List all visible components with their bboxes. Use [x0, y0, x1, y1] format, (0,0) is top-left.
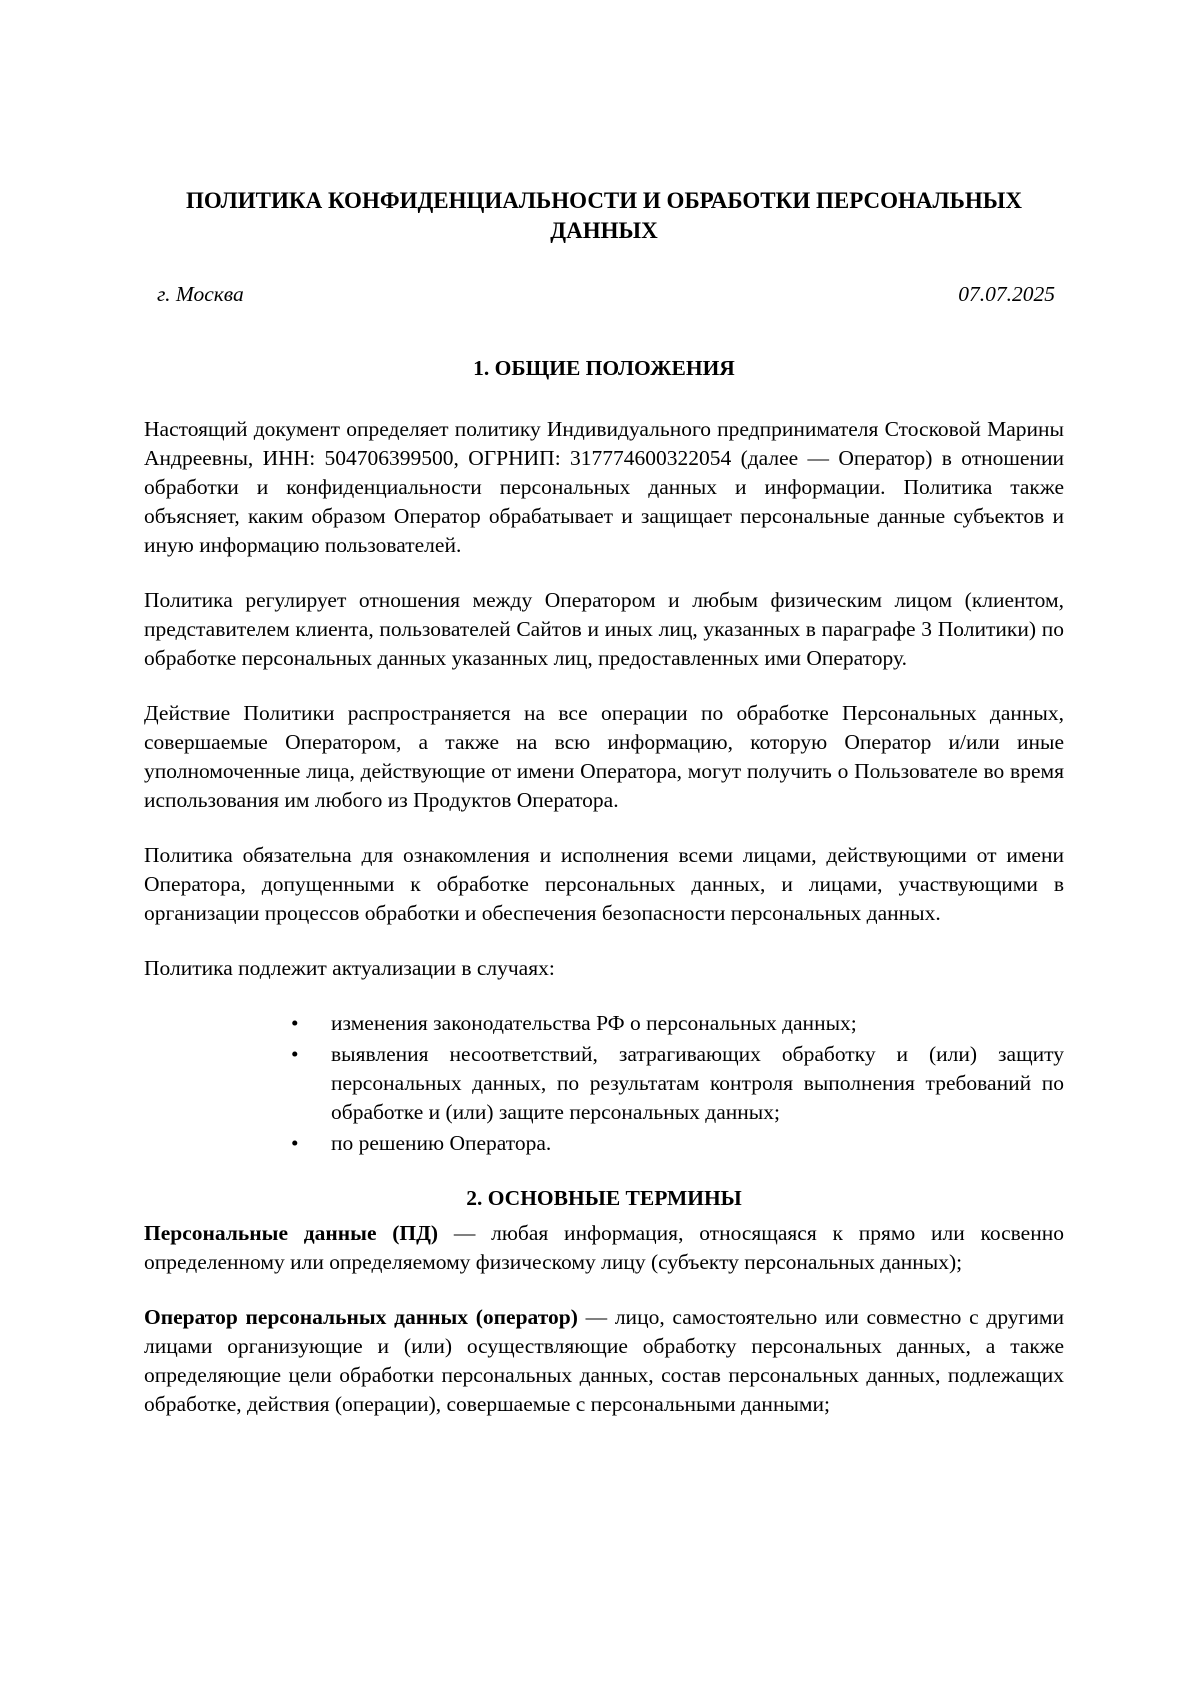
section-terms [144, 1184, 1064, 1419]
term-text: — лицо, самостоятельно или совместно с другими лицами организующие и (или) осуществляющие обработку персональных данных, а также определяющие цели обработки персональных данных, состав персональных данных, подлежащих обработке, действия (операции), совершаемые с персональными данными; [144, 1305, 1064, 1416]
list-item-law-change: • изменения законодательства РФ о персональных данных; [331, 1009, 1064, 1038]
document-date: 07.07.2025 [958, 282, 1055, 306]
document-title: ПОЛИТИКА КОНФИДЕНЦИАЛЬНОСТИ И ОБРАБОТКИ ПЕРСОНАЛЬНЫХ ДАННЫХ [186, 188, 1022, 243]
place-date-row [144, 280, 1064, 309]
term-text: — любая информация, относящаяся к прямо или косвенно определенному или определяемому физическому лицу (субъекту персональных данных); [144, 1221, 1064, 1274]
paragraph-update-cases-intro: Политика подлежит актуализации в случаях: [144, 956, 555, 980]
list-item-nonconformity: • выявления несоответствий, затрагивающих обработку и (или) защиту персональных данных, по результатам контроля выполнения требований по обработке и (или) защите персональных данных; [331, 1040, 1064, 1127]
section-general [144, 354, 1064, 1158]
term-name: Оператор персональных данных (оператор) [144, 1305, 578, 1329]
section-general-heading: 1. ОБЩИЕ ПОЛОЖЕНИЯ [473, 356, 735, 380]
paragraph-policy-operations: Действие Политики распространяется на все операции по обработке Персональных данных, совершаемые Оператором, а также на всю информацию, которую Оператор и/или иные уполномоченные лица, действующие от имени Оператора, могут получить о Пользователе во время использования им любого из Продуктов Оператора. [144, 701, 1064, 812]
update-cases-list [144, 1009, 1064, 1158]
list-item-operator-decision: • по решению Оператора. [331, 1129, 1064, 1158]
term-name: Персональные данные (ПД) [144, 1221, 439, 1245]
paragraph-policy-mandatory: Политика обязательна для ознакомления и исполнения всеми лицами, действующими от имени Оператора, допущенными к обработке персональных данных, и лицами, участвующими в организации процессов обработки и обеспечения безопасности персональных данных. [144, 843, 1064, 925]
paragraph-policy-scope-persons: Политика регулирует отношения между Оператором и любым физическим лицом (клиентом, представителем клиента, пользователей Сайтов и иных лиц, указанных в параграфе 3 Политики) по обработке персональных данных указанных лиц, предоставленных ими Оператору. [144, 588, 1064, 670]
place-city: г. Москва [157, 282, 244, 306]
term-definition-operator [144, 1303, 1064, 1419]
section-terms-heading: 2. ОСНОВНЫЕ ТЕРМИНЫ [466, 1186, 742, 1210]
term-definition-personal-data [144, 1219, 1064, 1277]
paragraph-operator-definition: Настоящий документ определяет политику Индивидуального предпринимателя Стосковой Марины Андреевны, ИНН: 504706399500, ОГРНИП: 317774600322054 (далее — Оператор) в отношении обработки и конфиденциальности персональных данных и информации. Политика также объясняет, каким образом Оператор обрабатывает и защищает персональные данные субъектов и иную информацию пользователей. [144, 417, 1064, 557]
